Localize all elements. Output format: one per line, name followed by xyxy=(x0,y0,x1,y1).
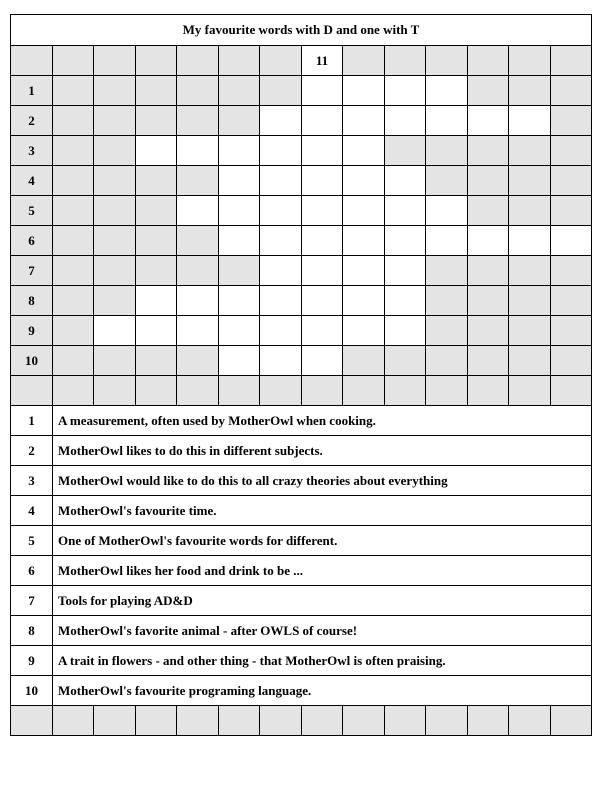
row-number: 1 xyxy=(11,76,53,106)
blank-cell xyxy=(509,76,551,106)
blank-cell xyxy=(551,346,592,376)
row-number: 7 xyxy=(11,256,53,286)
clue-row xyxy=(11,586,592,616)
blank-cell xyxy=(177,76,219,106)
blank-cell xyxy=(468,286,509,316)
blank-cell xyxy=(136,106,177,136)
blank-cell xyxy=(136,76,177,106)
blank-cell xyxy=(426,346,468,376)
blank-cell xyxy=(219,706,260,736)
blank-cell xyxy=(468,166,509,196)
blank-cell xyxy=(551,46,592,76)
answer-cell[interactable] xyxy=(385,286,426,316)
blank-cell xyxy=(53,706,94,736)
blank-cell xyxy=(53,286,94,316)
answer-cell[interactable] xyxy=(94,316,136,346)
answer-cell[interactable] xyxy=(302,196,343,226)
blank-cell xyxy=(53,256,94,286)
blank-cell xyxy=(509,46,551,76)
blank-cell xyxy=(94,106,136,136)
blank-cell xyxy=(468,376,509,406)
answer-cell[interactable] xyxy=(302,346,343,376)
grid-row xyxy=(11,196,592,226)
clue-text: MotherOwl's favourite time. xyxy=(53,496,592,526)
blank-cell xyxy=(509,136,551,166)
answer-cell[interactable] xyxy=(385,76,426,106)
blank-cell xyxy=(94,286,136,316)
blank-cell xyxy=(53,46,94,76)
answer-cell[interactable] xyxy=(302,136,343,166)
clue-number: 6 xyxy=(11,556,53,586)
blank-cell xyxy=(302,376,343,406)
blank-cell xyxy=(551,286,592,316)
blank-cell xyxy=(343,346,385,376)
blank-cell xyxy=(219,46,260,76)
crossword-sheet xyxy=(10,14,592,736)
blank-cell xyxy=(177,346,219,376)
row-number: 4 xyxy=(11,166,53,196)
footer-row xyxy=(11,706,592,736)
blank-cell xyxy=(426,286,468,316)
blank-cell xyxy=(136,706,177,736)
answer-cell[interactable] xyxy=(260,256,302,286)
blank-cell xyxy=(219,256,260,286)
blank-cell xyxy=(260,46,302,76)
blank-cell xyxy=(136,196,177,226)
blank-cell xyxy=(302,706,343,736)
answer-cell[interactable] xyxy=(177,286,219,316)
clue-row xyxy=(11,496,592,526)
answer-cell[interactable] xyxy=(302,286,343,316)
grid-row xyxy=(11,256,592,286)
clue-row xyxy=(11,616,592,646)
blank-cell xyxy=(94,226,136,256)
blank-cell xyxy=(11,376,53,406)
answer-cell[interactable] xyxy=(343,286,385,316)
answer-cell[interactable] xyxy=(426,76,468,106)
blank-cell xyxy=(177,376,219,406)
blank-cell xyxy=(136,46,177,76)
blank-cell xyxy=(509,346,551,376)
blank-cell xyxy=(94,196,136,226)
blank-cell xyxy=(468,706,509,736)
blank-cell xyxy=(551,316,592,346)
column-11-number: 11 xyxy=(302,46,343,76)
answer-cell[interactable] xyxy=(219,136,260,166)
grid-row xyxy=(11,166,592,196)
blank-cell xyxy=(177,226,219,256)
clue-text: Tools for playing AD&D xyxy=(53,586,592,616)
blank-cell xyxy=(509,196,551,226)
blank-cell xyxy=(385,46,426,76)
blank-cell xyxy=(136,166,177,196)
blank-cell xyxy=(343,706,385,736)
blank-cell xyxy=(551,166,592,196)
clue-number: 8 xyxy=(11,616,53,646)
blank-cell xyxy=(426,136,468,166)
answer-cell[interactable] xyxy=(260,286,302,316)
answer-cell[interactable] xyxy=(385,196,426,226)
blank-cell xyxy=(426,46,468,76)
answer-cell[interactable] xyxy=(302,106,343,136)
answer-cell[interactable] xyxy=(260,226,302,256)
row-number: 6 xyxy=(11,226,53,256)
answer-cell[interactable] xyxy=(260,166,302,196)
grid-row xyxy=(11,286,592,316)
row-number: 9 xyxy=(11,316,53,346)
blank-cell xyxy=(551,136,592,166)
blank-cell xyxy=(11,46,53,76)
answer-cell[interactable] xyxy=(219,346,260,376)
blank-cell xyxy=(551,196,592,226)
blank-cell xyxy=(260,706,302,736)
answer-cell[interactable] xyxy=(509,106,551,136)
blank-cell xyxy=(509,316,551,346)
blank-cell xyxy=(11,706,53,736)
answer-cell[interactable] xyxy=(260,346,302,376)
blank-cell xyxy=(426,166,468,196)
blank-cell xyxy=(53,136,94,166)
blank-cell xyxy=(385,136,426,166)
answer-cell[interactable] xyxy=(385,316,426,346)
blank-cell xyxy=(509,166,551,196)
answer-cell[interactable] xyxy=(551,226,592,256)
clue-number: 3 xyxy=(11,466,53,496)
answer-cell[interactable] xyxy=(136,316,177,346)
answer-cell[interactable] xyxy=(302,76,343,106)
grid-row xyxy=(11,136,592,166)
separator-row xyxy=(11,376,592,406)
answer-cell[interactable] xyxy=(343,256,385,286)
clue-number: 1 xyxy=(11,406,53,436)
clue-text: MotherOwl likes her food and drink to be ... xyxy=(53,556,592,586)
answer-cell[interactable] xyxy=(343,316,385,346)
blank-cell xyxy=(343,46,385,76)
clue-row xyxy=(11,676,592,706)
clue-text: MotherOwl's favourite programing language. xyxy=(53,676,592,706)
answer-cell[interactable] xyxy=(343,106,385,136)
blank-cell xyxy=(468,346,509,376)
blank-cell xyxy=(551,106,592,136)
blank-cell xyxy=(53,76,94,106)
answer-cell[interactable] xyxy=(219,226,260,256)
clue-row xyxy=(11,436,592,466)
blank-cell xyxy=(94,76,136,106)
answer-cell[interactable] xyxy=(260,106,302,136)
answer-cell[interactable] xyxy=(468,106,509,136)
clue-row xyxy=(11,406,592,436)
row-number: 10 xyxy=(11,346,53,376)
blank-cell xyxy=(468,136,509,166)
crossword-table xyxy=(10,14,592,736)
blank-cell xyxy=(94,166,136,196)
answer-cell[interactable] xyxy=(219,196,260,226)
blank-cell xyxy=(53,346,94,376)
blank-cell xyxy=(136,226,177,256)
blank-cell xyxy=(53,316,94,346)
blank-cell xyxy=(260,76,302,106)
grid-row xyxy=(11,76,592,106)
blank-cell xyxy=(136,256,177,286)
answer-cell[interactable] xyxy=(385,166,426,196)
clue-row xyxy=(11,526,592,556)
blank-cell xyxy=(468,316,509,346)
clue-number: 5 xyxy=(11,526,53,556)
clue-text: One of MotherOwl's favourite words for different. xyxy=(53,526,592,556)
answer-cell[interactable] xyxy=(260,316,302,346)
clue-text: MotherOwl's favorite animal - after OWLS of course! xyxy=(53,616,592,646)
answer-cell[interactable] xyxy=(385,106,426,136)
blank-cell xyxy=(53,166,94,196)
blank-cell xyxy=(385,706,426,736)
blank-cell xyxy=(53,106,94,136)
grid-row xyxy=(11,346,592,376)
clue-text: A measurement, often used by MotherOwl when cooking. xyxy=(53,406,592,436)
answer-cell[interactable] xyxy=(385,226,426,256)
blank-cell xyxy=(136,376,177,406)
blank-cell xyxy=(94,46,136,76)
answer-cell[interactable] xyxy=(136,136,177,166)
column-number-row xyxy=(11,46,592,76)
blank-cell xyxy=(551,376,592,406)
blank-cell xyxy=(343,376,385,406)
blank-cell xyxy=(509,376,551,406)
answer-cell[interactable] xyxy=(343,226,385,256)
clue-row xyxy=(11,646,592,676)
blank-cell xyxy=(219,376,260,406)
answer-cell[interactable] xyxy=(343,136,385,166)
blank-cell xyxy=(94,706,136,736)
clue-row xyxy=(11,556,592,586)
answer-cell[interactable] xyxy=(302,226,343,256)
answer-cell[interactable] xyxy=(509,226,551,256)
blank-cell xyxy=(468,196,509,226)
clue-number: 9 xyxy=(11,646,53,676)
row-number: 3 xyxy=(11,136,53,166)
blank-cell xyxy=(94,376,136,406)
blank-cell xyxy=(177,706,219,736)
blank-cell xyxy=(53,226,94,256)
answer-cell[interactable] xyxy=(219,286,260,316)
answer-cell[interactable] xyxy=(302,256,343,286)
blank-cell xyxy=(94,346,136,376)
blank-cell xyxy=(551,76,592,106)
blank-cell xyxy=(385,346,426,376)
row-number: 5 xyxy=(11,196,53,226)
puzzle-title: My favourite words with D and one with T xyxy=(11,15,592,46)
answer-cell[interactable] xyxy=(426,106,468,136)
answer-cell[interactable] xyxy=(302,316,343,346)
blank-cell xyxy=(385,376,426,406)
answer-cell[interactable] xyxy=(426,226,468,256)
blank-cell xyxy=(177,166,219,196)
blank-cell xyxy=(53,376,94,406)
answer-cell[interactable] xyxy=(343,196,385,226)
blank-cell xyxy=(219,76,260,106)
blank-cell xyxy=(177,256,219,286)
row-number: 8 xyxy=(11,286,53,316)
blank-cell xyxy=(509,256,551,286)
row-number: 2 xyxy=(11,106,53,136)
answer-cell[interactable] xyxy=(343,166,385,196)
answer-cell[interactable] xyxy=(468,226,509,256)
answer-cell[interactable] xyxy=(177,196,219,226)
answer-cell[interactable] xyxy=(385,256,426,286)
answer-cell[interactable] xyxy=(219,166,260,196)
blank-cell xyxy=(426,256,468,286)
clue-number: 10 xyxy=(11,676,53,706)
clue-row xyxy=(11,466,592,496)
blank-cell xyxy=(219,106,260,136)
clue-text: MotherOwl likes to do this in different subjects. xyxy=(53,436,592,466)
blank-cell xyxy=(260,376,302,406)
blank-cell xyxy=(177,46,219,76)
clue-text: MotherOwl would like to do this to all crazy theories about everything xyxy=(53,466,592,496)
clue-number: 4 xyxy=(11,496,53,526)
blank-cell xyxy=(551,706,592,736)
clue-number: 2 xyxy=(11,436,53,466)
blank-cell xyxy=(177,106,219,136)
blank-cell xyxy=(53,196,94,226)
blank-cell xyxy=(136,346,177,376)
grid-row xyxy=(11,226,592,256)
answer-cell[interactable] xyxy=(302,166,343,196)
clue-text: A trait in flowers - and other thing - that MotherOwl is often praising. xyxy=(53,646,592,676)
blank-cell xyxy=(468,256,509,286)
blank-cell xyxy=(509,286,551,316)
blank-cell xyxy=(94,136,136,166)
answer-cell[interactable] xyxy=(343,76,385,106)
blank-cell xyxy=(426,376,468,406)
blank-cell xyxy=(426,316,468,346)
blank-cell xyxy=(509,706,551,736)
answer-cell[interactable] xyxy=(136,286,177,316)
answer-cell[interactable] xyxy=(177,316,219,346)
answer-cell[interactable] xyxy=(426,196,468,226)
blank-cell xyxy=(94,256,136,286)
answer-cell[interactable] xyxy=(260,136,302,166)
blank-cell xyxy=(551,256,592,286)
answer-cell[interactable] xyxy=(219,316,260,346)
blank-cell xyxy=(468,76,509,106)
grid-row xyxy=(11,106,592,136)
grid-row xyxy=(11,316,592,346)
answer-cell[interactable] xyxy=(177,136,219,166)
answer-cell[interactable] xyxy=(260,196,302,226)
clue-number: 7 xyxy=(11,586,53,616)
blank-cell xyxy=(468,46,509,76)
blank-cell xyxy=(426,706,468,736)
